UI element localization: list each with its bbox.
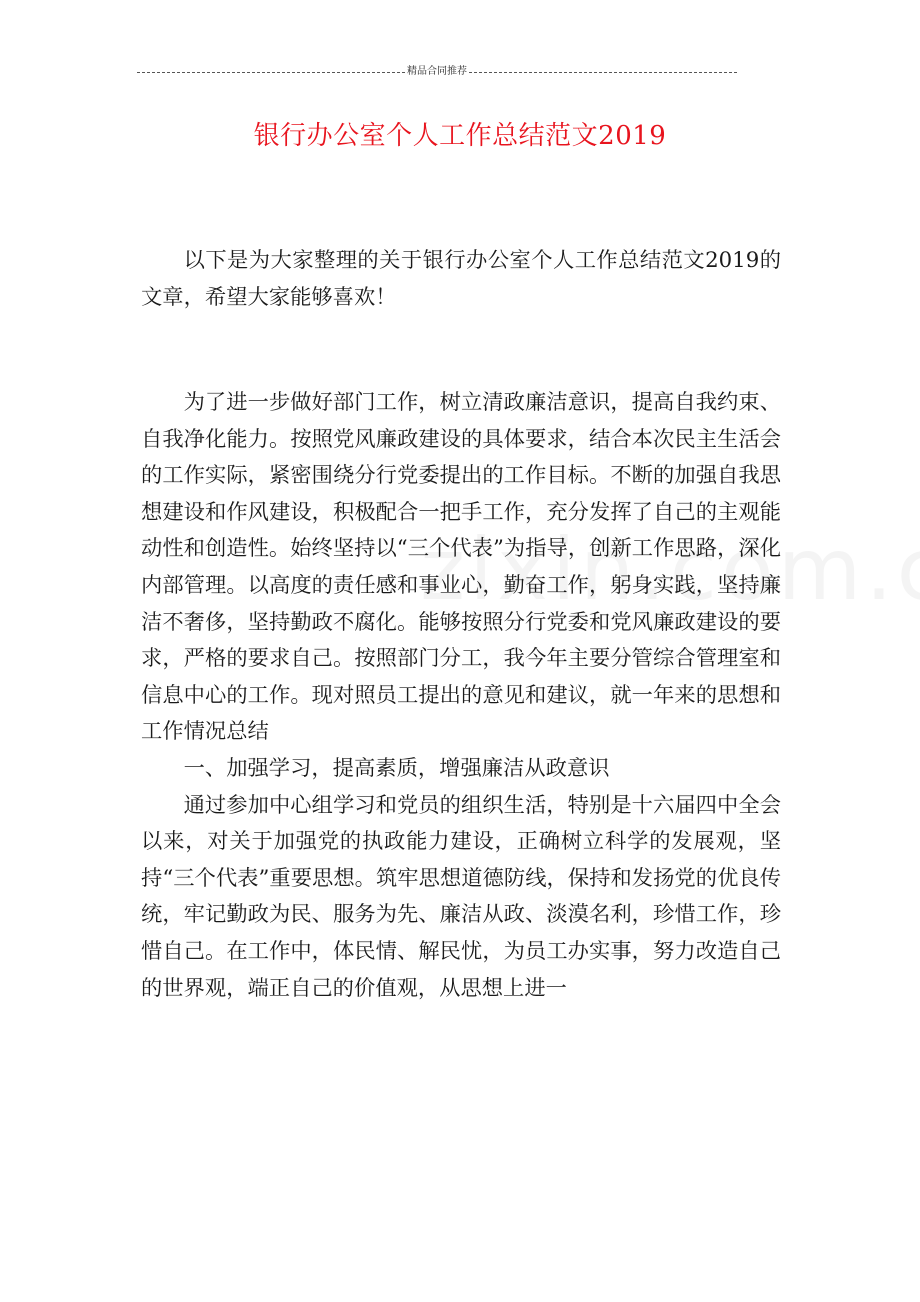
section-heading: 一、加强学习，提高素质，增强廉洁从政意识: [183, 755, 610, 781]
intro-block: [141, 243, 781, 316]
intro-paragraph: 以下是为大家整理的关于银行办公室个人工作总结范文2019的文章，希望大家能够喜欢！: [141, 248, 781, 310]
header-rule: [137, 66, 737, 78]
document-title: 银行办公室个人工作总结范文2019: [253, 121, 667, 151]
header-dash-right: [469, 72, 737, 73]
main-body: [141, 385, 781, 1007]
body-paragraph: 为了进一步做好部门工作，树立清政廉洁意识，提高自我约束、自我净化能力。按照党风廉政建设的具体要求，结合本次民主生活会的工作实际，紧密围绕分行党委提出的工作目标。不断的加强自我思想建设和作风建设，积极配合一把手工作，充分发挥了自己的主观能动性和创造性。始终坚持以“三个代表”为指导，创新工作思路，深化内部管理。以高度的责任感和事业心，勤奋工作，躬身实践，坚持廉洁不奢侈，坚持勤政不腐化。能够按照分行党委和党风廉政建设的要求，严格的要求自己。按照部门分工，我今年主要分管综合管理室和信息中心的工作。现对照员工提出的意见和建议，就一年来的思想和工作情况总结: [141, 390, 781, 745]
body-paragraph: 通过参加中心组学习和党员的组织生活，特别是十六届四中全会以来，对关于加强党的执政能力建设，正确树立科学的发展观，坚持“三个代表”重要思想。筑牢思想道德防线，保持和发扬党的优良传统，牢记勤政为民、服务为先、廉洁从政、淡漠名利，珍惜工作，珍惜自己。在工作中，体民情、解民忧，为员工办实事，努力改造自己的世界观，端正自己的价值观，从思想上进一: [141, 792, 781, 1001]
header-dash-left: [137, 72, 405, 73]
header-label: 精品合同推荐: [407, 66, 467, 77]
